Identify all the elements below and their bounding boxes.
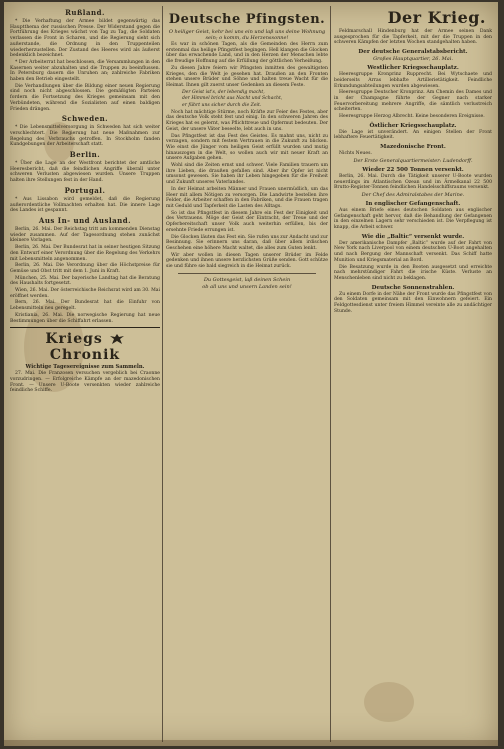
- article-title-deutsche-pfingsten: Deutsche Pfingsten.: [168, 12, 326, 27]
- article-paragraph: Heeresgruppe Deutscher Kronprinz. Am Chemin des Dames und in der Champagne führte der Gegner nach starker Feuervorbereitung mehrere Angriffe, die sämtlich verlustreich scheiterten.: [334, 90, 492, 113]
- article-paragraph: Feldmarschall Hindenburg hat der Armee seinen Dank ausgesprochen für die Tapferkeit, mit der die Truppen in den schweren Kämpfen der letzten Wochen standgehalten haben.: [334, 29, 492, 46]
- article-paragraph: * Über die Lage an der Westfront berichtet der amtliche Heeresbericht, daß die feindlichen Angriffe überall unter schweren Verlusten abgewiesen wurden. Unsere Truppen halten ihre Stellungen fest in der Hand.: [10, 161, 160, 184]
- article-paragraph: * Die Verhaftung der Armee bildet gegenwärtig das Hauptthema der russischen Presse. Der Widerstand gegen die Fortführung des Krieges wächst von Tag zu Tag, die Soldaten verlassen die Front in Scharen, und die Regierung sieht sich außerstande, die Ordnung in den Truppenteilen wiederherzustellen. Der Zustand des Heeres wird als äußerst bedenklich bezeichnet.: [10, 19, 160, 59]
- section-heading: Wie die „Baltic“ versenkt wurde.: [361, 233, 465, 240]
- section-heading: Der deutsche Generalstabsbericht.: [358, 49, 468, 56]
- article-epigraph: O heiliger Geist, kehr bei uns ein und laß uns deine Wohnung sein; o komm, du Herzenssonne!: [168, 29, 326, 41]
- signature-line: Der Erste Generalquartiermeister: Ludendorff.: [353, 157, 473, 164]
- article-paragraph: Es war in schönen Tagen, als die Gemeinden des Herrn zum erstenmal das heilige Pfingstfest begingen. Hell klangen die Glocken über das erwachende Land, und in den Herzen der Menschen lebte die freudige Hoffnung auf die Erfüllung der göttlichen Verheißung.: [166, 42, 328, 65]
- news-item: Berlin, 26. Mai. Der Reichstag tritt am kommenden Dienstag wieder zusammen. Auf der Tagesordnung stehen zunächst kleinere Vorlagen.: [10, 226, 160, 244]
- page-bottom-edge: [4, 740, 498, 746]
- chronik-subtitle: Wichtige Tagesereignisse zum Sammeln.: [25, 364, 145, 371]
- section-heading: In englischer Gefangenschaft.: [365, 200, 461, 207]
- article-paragraph: In der Heimat arbeiten Männer und Frauen unermüdlich, um das Heer mit allem Nötigen zu versorgen. Die Landwirte bestellen ihre Felder, die Arbeiter schaffen in den Fabriken, und die Frauen tragen mit Geduld und Tapferkeit die Lasten des Alltags.: [166, 186, 328, 209]
- news-item: Bern, 26. Mai. Der Bundesrat hat die Einfuhr von Lebensmitteln neu geregelt.: [10, 300, 160, 312]
- news-item: Kristiania, 26. Mai. Die norwegische Regierung hat neue Bestimmungen über die Schiffahrt erlassen.: [10, 312, 160, 324]
- section-title-portugal: Portugal.: [64, 185, 106, 195]
- section-heading: Östlicher Kriegsschauplatz.: [369, 122, 457, 129]
- chronik-entry: 27. Mai. Die Franzosen versuchen vergeblich bei Craonne vorzudringen. — Erfolgreiche Kämpfe an der mazedonischen Front. — Unsere U-Boote versenkten wieder zahlreiche feindliche Schiffe.: [10, 371, 160, 394]
- section-heading: Westlicher Kriegsschauplatz.: [367, 65, 459, 72]
- news-item: Berlin, 26. Mai. Der Bundesrat hat in seiner heutigen Sitzung den Entwurf einer Verordnung über die Regelung des Verkehrs mit Lebensmitteln angenommen.: [10, 245, 160, 262]
- news-item: Wien, 26. Mai. Der österreichische Reichsrat wird am 30. Mai eröffnet werden.: [10, 288, 160, 299]
- divider: [178, 273, 316, 274]
- article-paragraph: Noch hat mächtige Stürme, noch Kräfte zur Feier des Festes, aber das deutsche Volk steht fest und einig. In den schweren Jahren des Krieges hat es gelernt, was Pflichttreue und Opfermut bedeuten. Der Geist, der unsere Väter beseelte, lebt auch in uns.: [166, 109, 328, 132]
- column-rule: [330, 6, 331, 742]
- article-paragraph: * Die Lebensmittelversorgung in Schweden hat sich weiter verschlechtert. Die Regierung hat neue Maßnahmen zur Regelung des Verbrauchs getroffen. In Stockholm fanden Kundgebungen der Arbeiterschaft statt.: [10, 125, 160, 148]
- kriegs-chronik-title: [10, 331, 160, 363]
- article-paragraph: Wohl sind die Zeiten ernst und schwer. Viele Familien trauern um ihre Lieben, die draußen gefallen sind. Aber ihr Opfer ist nicht umsonst gewesen. Sie haben ihr Leben hingegeben für die Freiheit und Zukunft unseres Vaterlandes.: [166, 163, 328, 186]
- article-paragraph: * Der Arbeiterrat hat beschlossen, die Versammlungen in den Kasernen weiter abzuhalten und die Truppen zu beeinflussen. In Petersburg dauern die Unruhen an; zahlreiche Fabriken haben den Betrieb eingestellt.: [10, 59, 160, 83]
- article-paragraph: So ist das Pfingstfest in diesem Jahre ein Fest der Einigkeit und des Vertrauens. Möge der Geist der Eintracht, der Treue und der Opferbereitschaft unser Volk auch weiterhin erfüllen, bis der ersehnte Friede errungen ist.: [166, 210, 328, 233]
- article-paragraph: Aus einem Briefe eines deutschen Soldaten aus englischer Gefangenschaft geht hervor, daß die Behandlung der Gefangenen in den einzelnen Lagern sehr verschieden ist. Die Verpflegung ist knapp, die Arbeit schwer.: [334, 207, 492, 231]
- article-paragraph: Die Besatzung wurde in den Booten ausgesetzt und erreichte nach mehrstündiger Fahrt die irische Küste. Verluste an Menschenleben sind nicht zu beklagen.: [334, 264, 492, 281]
- article-paragraph: Das Pfingstfest ist das Fest des Geistes. Es mahnt uns, nicht zu verzagen, sondern mit festem Vertrauen in die Zukunft zu blicken. Wie einst die Jünger vom heiligen Geist erfüllt wurden und mutig hinauszogen in die Welt, so wollen auch wir mit neuer Kraft an unsere Aufgaben gehen.: [166, 133, 328, 162]
- article-paragraph: Die Verhandlungen über die Bildung einer neuen Regierung sind noch nicht abgeschlossen. Die gemäßigten Parteien fordern die Fortsetzung des Krieges gemeinsam mit den Verbündeten, während die Sozialisten auf einen baldigen Frieden drängen.: [10, 83, 160, 112]
- article-paragraph: Die Lage ist unverändert. An einigen Stellen der Front lebhaftere Feuertätigkeit.: [334, 129, 492, 141]
- eagle-ornament-icon: [109, 333, 125, 345]
- closing-verse: Du Gottesgeist, laß deinen Schein: [203, 276, 291, 283]
- article-paragraph: Die Glocken läuten das Fest ein. Sie rufen uns zur Andacht und zur Besinnung. Sie erinnern uns daran, daß über allem irdischen Geschehen eine höhere Macht waltet, die alles zum Guten lenkt.: [166, 234, 328, 251]
- article-paragraph: Berlin, 26. Mai. Durch die Tätigkeit unserer U-Boote wurden neuerdings im Atlantischen Ozean und im Ärmelkanal 22 500 Brutto-Register-Tonnen feindlichen Handelsschiffsraums versenkt.: [334, 173, 492, 191]
- news-item: Berlin, 26. Mai. Die Verordnung über die Höchstpreise für Gemüse und Obst tritt mit dem 1. Juni in Kraft.: [10, 263, 160, 274]
- article-paragraph: Wir aber wollen in diesen Tagen unserer Brüder im Felde gedenken und ihnen unsere herzlichsten Grüße senden. Gott schütze sie und führe sie bald siegreich in die Heimat zurück.: [166, 252, 328, 270]
- article-paragraph: Zu diesen Jahre feiern wir Pfingsten inmitten des gewaltigsten Krieges, den die Welt je gesehen hat. Draußen an den Fronten stehen unsere Brüder und Söhne und halten treue Wacht für die Heimat. Ihnen gilt zuerst unser Gedenken an diesem Feste.: [166, 65, 328, 88]
- section-title-aus-in-ausland: Aus In- und Ausland.: [38, 215, 132, 225]
- article-paragraph: Heeresgruppe Kronprinz Rupprecht. Bei Wytschaete und beiderseits Arras lebhafte Artillerietätigkeit. Feindliche Erkundungsabteilungen wurden abgewiesen.: [334, 72, 492, 89]
- chronik-title-part: Chronik: [49, 347, 121, 364]
- article-paragraph: * Aus Lissabon wird gemeldet, daß die Regierung außerordentliche Vollmachten erhalten hat. Die innere Lage des Landes ist gespannt.: [10, 196, 160, 214]
- article-paragraph: Zu einem Dorfe in der Nähe der Front wurde das Pfingstfest von den Soldaten gemeinsam mit den Einwohnern gefeiert. Ein Feldgottesdienst unter freiem Himmel vereinte alle zu andächtiger Stunde.: [334, 291, 492, 314]
- kriegs-chronik-box: [10, 327, 160, 394]
- verse-line: der Himmel bricht aus Nacht und Schacht,: [182, 96, 283, 102]
- article-paragraph: Nichts Neues.: [339, 151, 372, 157]
- closing-verse: ob all uns und unsern Landen sein!: [202, 283, 292, 290]
- chronik-title-part: Kriegs: [45, 331, 103, 348]
- column-rule: [162, 6, 163, 742]
- right-column: [334, 6, 492, 742]
- news-item: München, 25. Mai. Der bayerische Landtag hat die Beratung des Haushalts fortgesetzt.: [10, 275, 160, 287]
- section-title-schweden: Schweden.: [61, 114, 109, 124]
- verse-line: er führt uns sicher durch die Zeit.: [182, 103, 262, 109]
- left-column: [10, 6, 160, 742]
- middle-column: [166, 6, 328, 742]
- section-title-berlin: Berlin.: [69, 150, 101, 160]
- verse-line: Der Geist ist's, der lebendig macht,: [182, 89, 265, 95]
- article-paragraph: Der amerikanische Dampfer „Baltic“ wurde auf der Fahrt von New York nach Liverpool von einem deutschen U-Boot angehalten und nach Bergung der Mannschaft versenkt. Das Schiff hatte Munition und Kriegsmaterial an Bord.: [334, 240, 492, 263]
- article-paragraph: Heeresgruppe Herzog Albrecht. Keine besonderen Ereignisse.: [339, 114, 485, 120]
- section-heading: Mazedonische Front.: [380, 144, 446, 151]
- section-heading: Wieder 22 500 Tonnen versenkt.: [362, 166, 464, 173]
- dateline: Großes Hauptquartier, 26. Mai.: [373, 56, 453, 63]
- newspaper-page: [4, 2, 498, 746]
- signature-line: Der Chef des Admiralstabes der Marine.: [361, 191, 465, 198]
- section-title-russland: Rußland.: [65, 8, 105, 17]
- article-title-der-krieg: Der Krieg.: [387, 8, 486, 27]
- section-heading: Deutsche Sonnenstrahlen.: [371, 284, 455, 291]
